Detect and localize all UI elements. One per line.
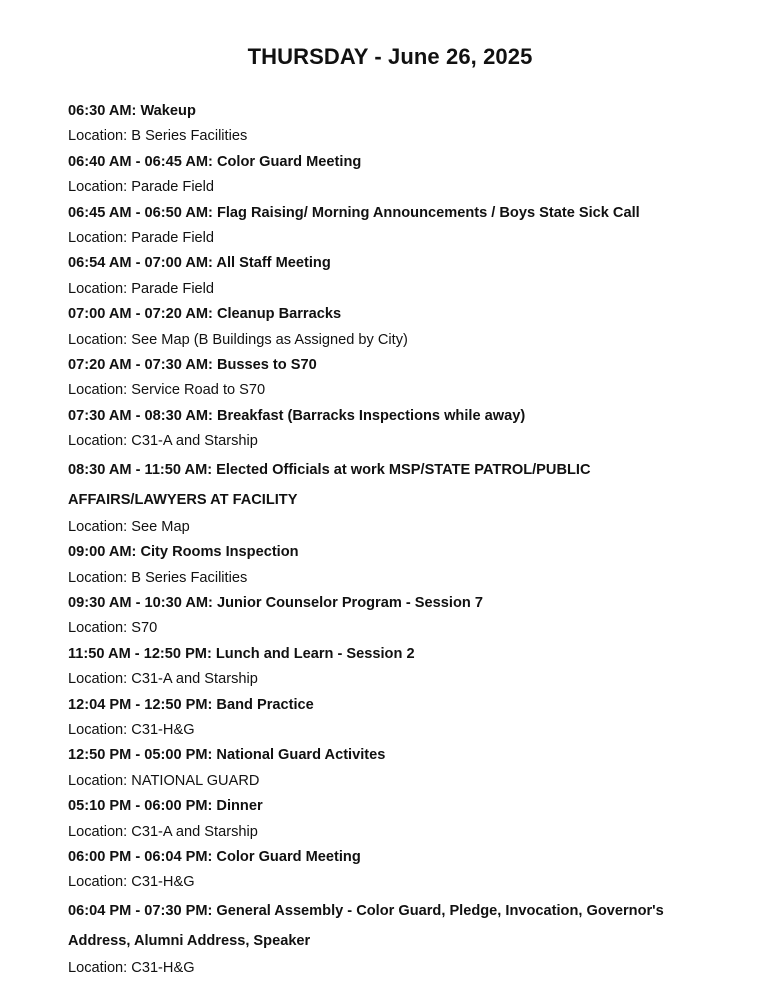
event-line: 06:54 AM - 07:00 AM: All Staff Meeting [68, 255, 331, 272]
location-line: Location: Parade Field [68, 179, 215, 196]
event-line: 06:40 AM - 06:45 AM: Color Guard Meeting [68, 153, 362, 170]
event-line: 06:30 AM: Wakeup [68, 103, 196, 119]
event-line: 12:04 PM - 12:50 PM: Band Practice [68, 696, 314, 713]
location-line: Location: Service Road to S70 [68, 382, 266, 399]
location-line: Location: C31-A and Starship [68, 823, 258, 840]
location-line: Location: S70 [68, 620, 158, 637]
location-line: Location: C31-H&G [68, 721, 195, 738]
event-line: Address, Alumni Address, Speaker [68, 932, 311, 949]
event-line: 07:00 AM - 07:20 AM: Cleanup Barracks [68, 306, 342, 323]
event-line: 06:04 PM - 07:30 PM: General Assembly - Color Guard, Pledge, Invocation, Governor's [68, 902, 664, 919]
event-line: 11:50 AM - 12:50 PM: Lunch and Learn - Session 2 [68, 645, 415, 662]
location-line: Location: C31-A and Starship [68, 433, 258, 450]
event-line: 07:30 AM - 08:30 AM: Breakfast (Barracks Inspections while away) [68, 407, 526, 424]
page-title: THURSDAY - June 26, 2025 [247, 44, 533, 69]
location-line: Location: B Series Facilities [68, 569, 248, 586]
location-line: Location: B Series Facilities [68, 128, 248, 145]
event-line: 05:10 PM - 06:00 PM: Dinner [68, 798, 263, 815]
location-line: Location: Parade Field [68, 280, 215, 297]
event-line: 06:00 PM - 06:04 PM: Color Guard Meeting [68, 848, 361, 865]
location-line: Location: See Map [68, 518, 190, 535]
event-line: AFFAIRS/LAWYERS AT FACILITY [68, 491, 298, 508]
event-line: 07:20 AM - 07:30 AM: Busses to S70 [68, 357, 317, 374]
location-line: Location: NATIONAL GUARD [68, 772, 260, 789]
location-line: Location: C31-H&G [68, 959, 195, 976]
location-line: Location: C31-H&G [68, 874, 195, 891]
event-line: 08:30 AM - 11:50 AM: Elected Officials at work MSP/STATE PATROL/PUBLIC [68, 461, 591, 478]
event-line: 12:50 PM - 05:00 PM: National Guard Activites [68, 747, 386, 764]
event-line: 09:00 AM: City Rooms Inspection [68, 544, 299, 561]
schedule-list [68, 99, 758, 981]
location-line: Location: C31-A and Starship [68, 671, 258, 688]
event-line: 09:30 AM - 10:30 AM: Junior Counselor Program - Session 7 [68, 594, 483, 611]
location-line: Location: See Map (B Buildings as Assigned by City) [68, 331, 408, 348]
location-line: Location: Parade Field [68, 230, 215, 247]
event-line: 06:45 AM - 06:50 AM: Flag Raising/ Morning Announcements / Boys State Sick Call [68, 204, 640, 221]
